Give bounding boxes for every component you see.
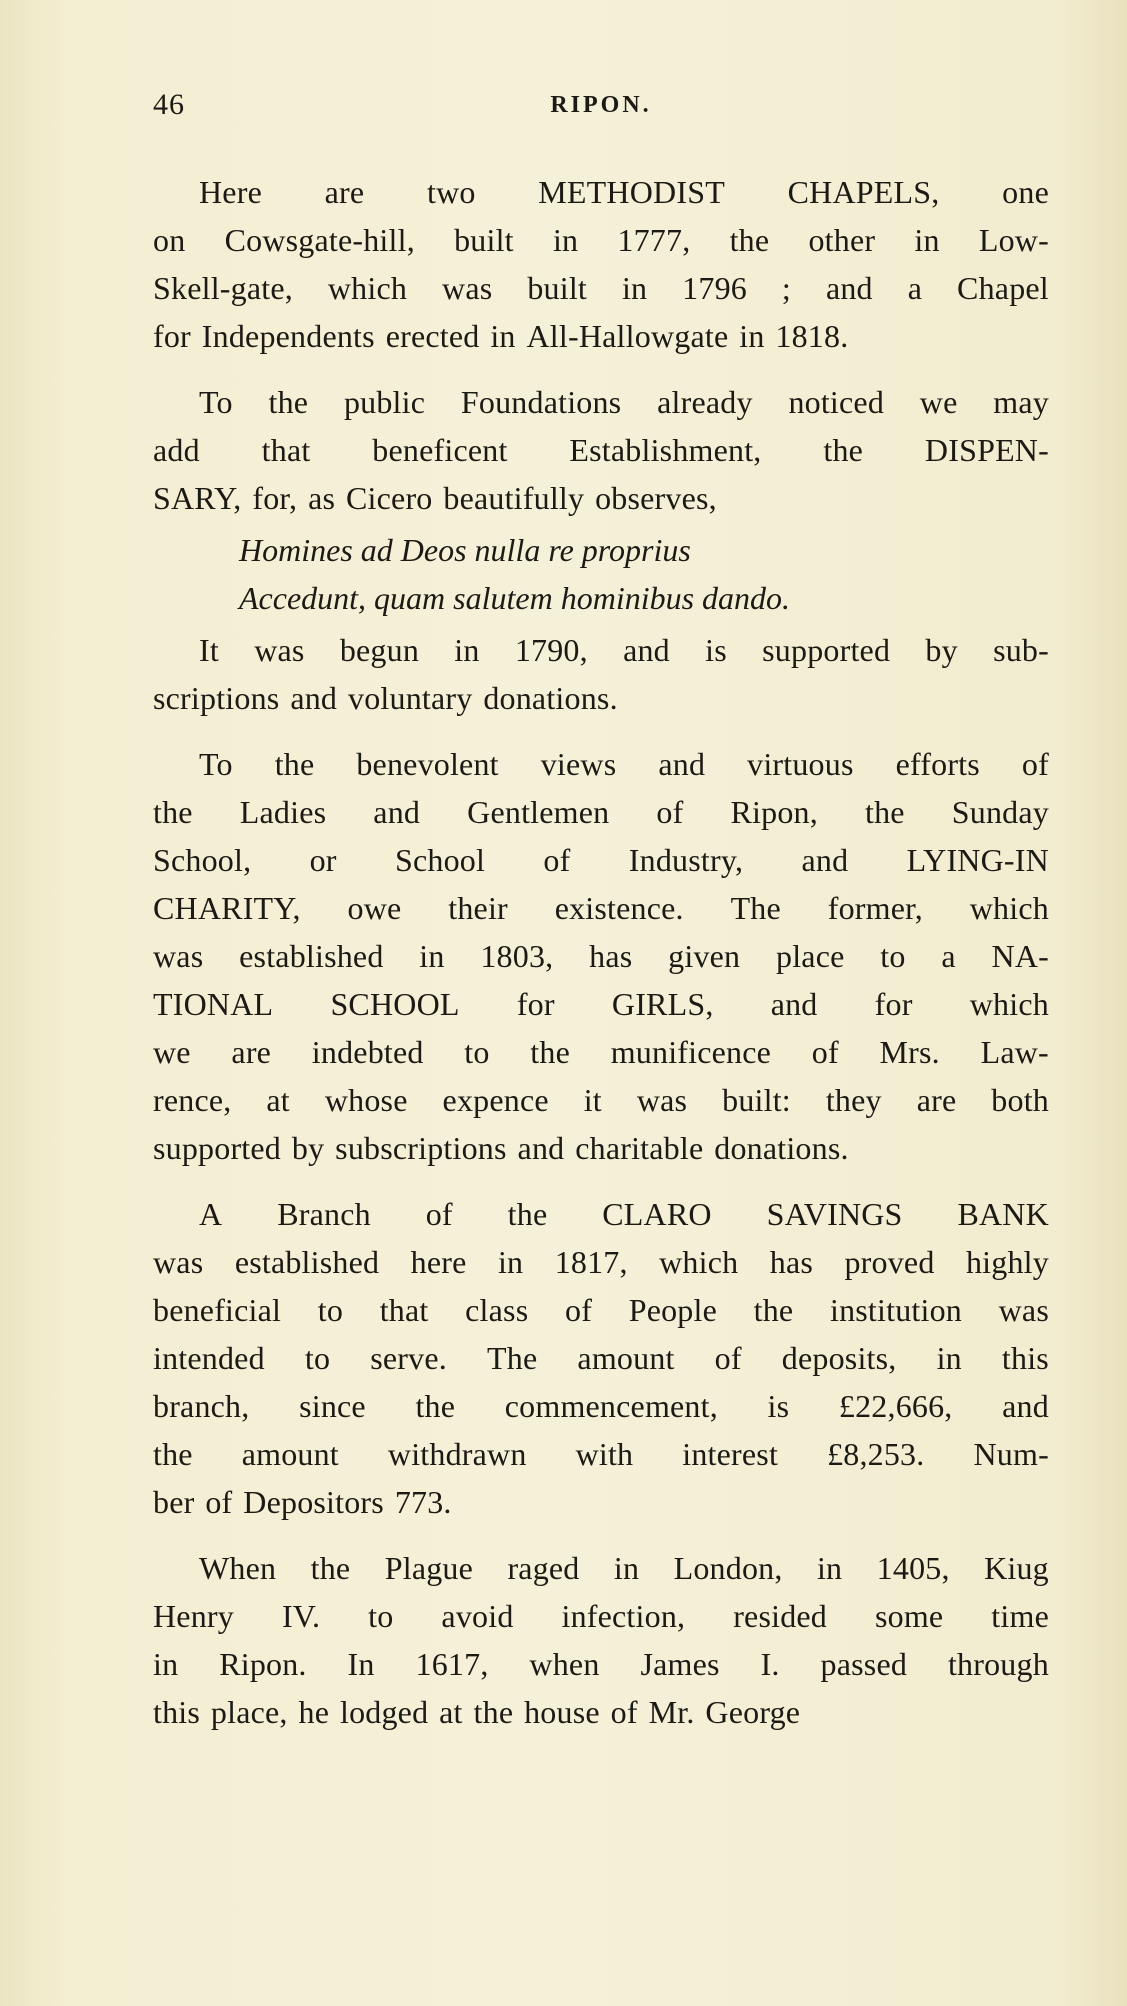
text-line: on Cowsgate-hill, built in 1777, the other in Low-	[153, 222, 1049, 258]
running-title: RIPON.	[550, 92, 652, 118]
text-line: for Independents erected in All-Hallowgate in 1818.	[153, 318, 849, 354]
verse-line: Accedunt, quam salutem hominibus dando.	[239, 580, 791, 616]
text-line: A Branch of the CLARO SAVINGS BANK	[199, 1196, 1049, 1232]
text-line: branch, since the commencement, is £22,666, and	[153, 1388, 1049, 1424]
text-line: When the Plague raged in London, in 1405, Kiug	[199, 1550, 1049, 1586]
text-line: Henry IV. to avoid infection, resided some time	[153, 1598, 1049, 1634]
text-line: SARY, for, as Cicero beautifully observes,	[153, 480, 717, 516]
verse-quotation	[153, 526, 1049, 622]
verse-line: Homines ad Deos nulla re proprius	[239, 532, 691, 568]
text-line: CHARITY, owe their existence. The former, which	[153, 890, 1049, 926]
paragraph	[153, 378, 1049, 522]
paragraph	[153, 168, 1049, 360]
text-line: To the benevolent views and virtuous efforts of	[199, 746, 1049, 782]
text-line: we are indebted to the munificence of Mrs. Law-	[153, 1034, 1049, 1070]
text-line: beneficial to that class of People the institution was	[153, 1292, 1049, 1328]
text-line: Here are two METHODIST CHAPELS, one	[199, 174, 1049, 210]
text-line: supported by subscriptions and charitable donations.	[153, 1130, 849, 1166]
body-text	[153, 168, 1049, 1736]
paragraph	[153, 740, 1049, 1172]
text-line: To the public Foundations already noticed we may	[199, 384, 1049, 420]
text-line: Skell-gate, which was built in 1796 ; and a Chapel	[153, 270, 1049, 306]
running-header	[153, 88, 1049, 128]
text-line: scriptions and voluntary donations.	[153, 680, 618, 716]
text-line: was established in 1803, has given place to a NA-	[153, 938, 1049, 974]
text-line: School, or School of Industry, and LYING-IN	[153, 842, 1049, 878]
paragraph	[153, 1190, 1049, 1526]
text-line: add that beneficent Establishment, the DISPEN-	[153, 432, 1049, 468]
text-line: TIONAL SCHOOL for GIRLS, and for which	[153, 986, 1049, 1022]
text-line: in Ripon. In 1617, when James I. passed through	[153, 1646, 1049, 1682]
text-line: the Ladies and Gentlemen of Ripon, the Sunday	[153, 794, 1049, 830]
paragraph-spacing	[153, 1526, 1049, 1544]
text-line: was established here in 1817, which has proved highly	[153, 1244, 1049, 1280]
paragraph	[153, 1544, 1049, 1736]
text-line: It was begun in 1790, and is supported by sub-	[199, 632, 1049, 668]
page-number: 46	[153, 88, 185, 121]
paragraph-spacing	[153, 360, 1049, 378]
text-line: the amount withdrawn with interest £8,253. Num-	[153, 1436, 1049, 1472]
text-line: intended to serve. The amount of deposits, in this	[153, 1340, 1049, 1376]
paragraph-spacing	[153, 1172, 1049, 1190]
text-line: rence, at whose expence it was built: they are both	[153, 1082, 1049, 1118]
paragraph-spacing	[153, 722, 1049, 740]
text-line: this place, he lodged at the house of Mr. George	[153, 1694, 801, 1730]
text-line: ber of Depositors 773.	[153, 1484, 452, 1520]
paragraph	[153, 626, 1049, 722]
